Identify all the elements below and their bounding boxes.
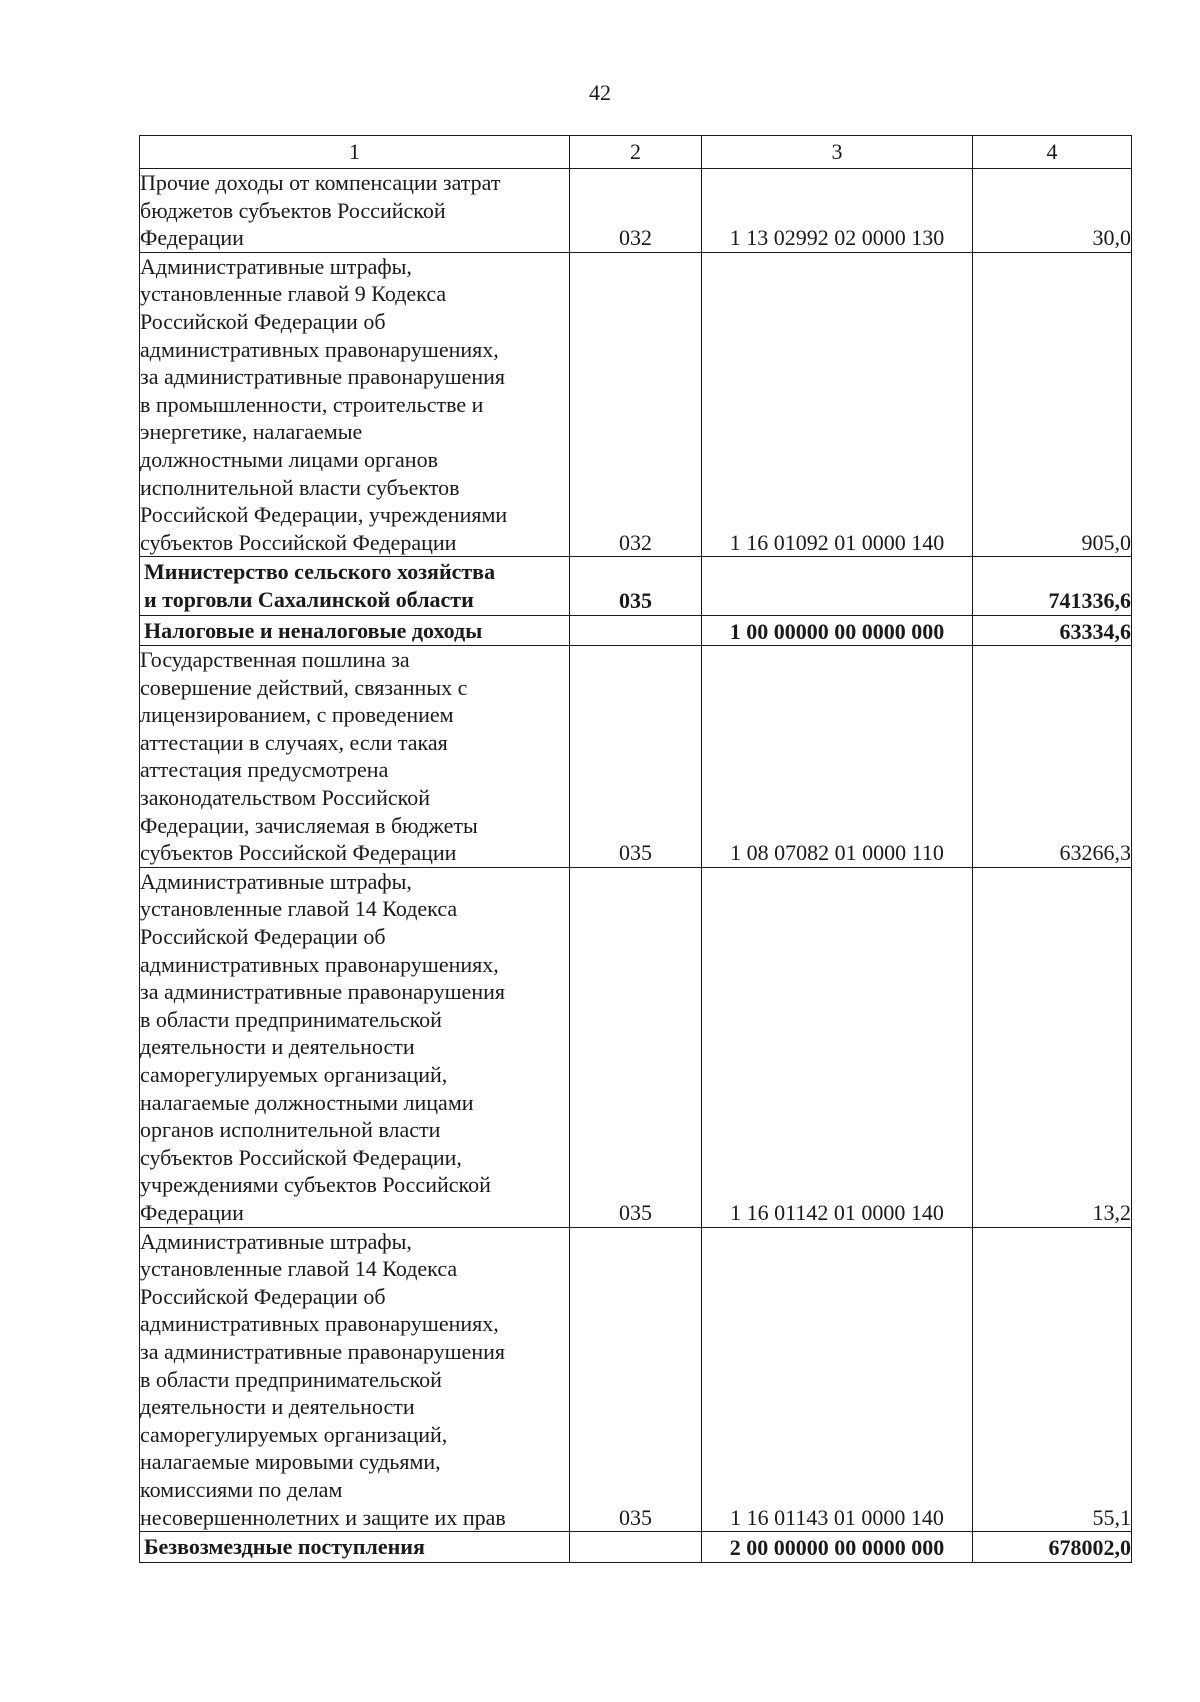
description-line: Федерации [140, 1199, 244, 1225]
description-line: Федерации, зачисляемая в бюджеты [140, 812, 478, 838]
classification-code: 1 00 00000 00 0000 000 [702, 615, 973, 646]
table-row [140, 169, 1132, 253]
description-line: субъектов Российской Федерации [140, 529, 457, 555]
description-line: административных правонарушениях, [140, 1311, 499, 1337]
table-row [140, 1532, 1132, 1563]
revenue-table [139, 135, 1132, 1563]
classification-code [702, 557, 973, 615]
administrator-code [570, 1532, 702, 1563]
classification-code: 1 13 02992 02 0000 130 [702, 169, 973, 253]
description-line: субъектов Российской Федерации, [140, 1144, 462, 1170]
administrator-code: 035 [570, 557, 702, 615]
description-line: несовершеннолетних и защите их прав [140, 1504, 506, 1530]
administrator-code [570, 615, 702, 646]
row-description [140, 1532, 570, 1563]
description-line: за административные правонарушения [140, 364, 505, 390]
row-description [140, 615, 570, 646]
amount-value: 13,2 [973, 867, 1132, 1227]
description-line: в области предпринимательской [140, 1006, 442, 1032]
administrator-code: 035 [570, 1227, 702, 1532]
description-line: аттестация предусмотрена [140, 757, 389, 783]
classification-code: 1 16 01092 01 0000 140 [702, 252, 973, 557]
description-line: за административные правонарушения [140, 1338, 505, 1364]
table-row [140, 867, 1132, 1227]
amount-value: 63334,6 [973, 615, 1132, 646]
description-line: установленные главой 14 Кодекса [140, 896, 458, 922]
description-line: в области предпринимательской [140, 1366, 442, 1392]
description-line: Российской Федерации об [140, 924, 386, 950]
description-line: Прочие доходы от компенсации затрат [140, 170, 501, 195]
administrator-code: 032 [570, 169, 702, 253]
table-row [140, 1227, 1132, 1532]
description-line: должностными лицами органов [140, 446, 438, 472]
description-line: органов исполнительной власти [140, 1117, 441, 1143]
description-line: за административные правонарушения [140, 979, 505, 1005]
description-line: административных правонарушениях, [140, 336, 499, 362]
header-col-1: 1 [140, 136, 570, 169]
description-line: налагаемые мировыми судьями, [140, 1449, 441, 1475]
row-description [140, 1227, 570, 1532]
description-line: Российской Федерации об [140, 308, 386, 334]
header-col-3: 3 [702, 136, 973, 169]
description-line: Административные штрафы, [140, 868, 412, 894]
amount-value: 55,1 [973, 1227, 1132, 1532]
description-line: лицензированием, с проведением [140, 702, 454, 728]
description-line: деятельности и деятельности [140, 1394, 415, 1420]
amount-value: 905,0 [973, 252, 1132, 557]
table-header-row [140, 136, 1132, 169]
row-description [140, 867, 570, 1227]
table-row [140, 646, 1132, 868]
row-description [140, 557, 570, 615]
description-line: исполнительной власти субъектов [140, 474, 460, 500]
description-line: установленные главой 9 Кодекса [140, 281, 447, 307]
description-line: налагаемые должностными лицами [140, 1089, 474, 1115]
description-line: Налоговые и неналоговые доходы [144, 617, 483, 643]
amount-value: 741336,6 [973, 557, 1132, 615]
table-body [140, 169, 1132, 1563]
description-line: Министерство сельского хозяйства [144, 559, 496, 585]
amount-value: 678002,0 [973, 1532, 1132, 1563]
description-line: саморегулируемых организаций, [140, 1421, 448, 1447]
amount-value: 63266,3 [973, 646, 1132, 868]
page-number: 42 [589, 80, 611, 105]
description-line: Федерации [140, 225, 244, 251]
description-line: деятельности и деятельности [140, 1034, 415, 1060]
description-line: учреждениями субъектов Российской [140, 1172, 491, 1198]
classification-code: 1 16 01142 01 0000 140 [702, 867, 973, 1227]
row-description [140, 252, 570, 557]
description-line: совершение действий, связанных с [140, 674, 468, 700]
description-line: комиссиями по делам [140, 1476, 343, 1502]
header-col-2: 2 [570, 136, 702, 169]
description-line: установленные главой 14 Кодекса [140, 1256, 458, 1282]
description-line: административных правонарушениях, [140, 951, 499, 977]
description-line: Административные штрафы, [140, 1228, 412, 1254]
administrator-code: 032 [570, 252, 702, 557]
description-line: Российской Федерации, учреждениями [140, 502, 508, 528]
amount-value: 30,0 [973, 169, 1132, 253]
description-line: Российской Федерации об [140, 1283, 386, 1309]
description-line: энергетике, налагаемые [140, 419, 363, 445]
description-line: законодательством Российской [140, 785, 430, 811]
row-description [140, 169, 570, 253]
description-line: субъектов Российской Федерации [140, 840, 457, 866]
description-line: аттестации в случаях, если такая [140, 729, 448, 755]
description-line: саморегулируемых организаций, [140, 1062, 448, 1087]
administrator-code: 035 [570, 867, 702, 1227]
table-row [140, 615, 1132, 646]
description-line: Административные штрафы, [140, 253, 412, 279]
table-row [140, 252, 1132, 557]
classification-code: 1 08 07082 01 0000 110 [702, 646, 973, 868]
row-description [140, 646, 570, 868]
header-col-4: 4 [973, 136, 1132, 169]
administrator-code: 035 [570, 646, 702, 868]
table-row [140, 557, 1132, 615]
classification-code: 1 16 01143 01 0000 140 [702, 1227, 973, 1532]
description-line: Безвозмездные поступления [144, 1534, 425, 1560]
classification-code: 2 00 00000 00 0000 000 [702, 1532, 973, 1563]
description-line: и торговли Сахалинской области [144, 586, 474, 612]
description-line: бюджетов субъектов Российской [140, 197, 446, 223]
description-line: Государственная пошлина за [140, 647, 410, 673]
description-line: в промышленности, строительстве и [140, 391, 484, 417]
